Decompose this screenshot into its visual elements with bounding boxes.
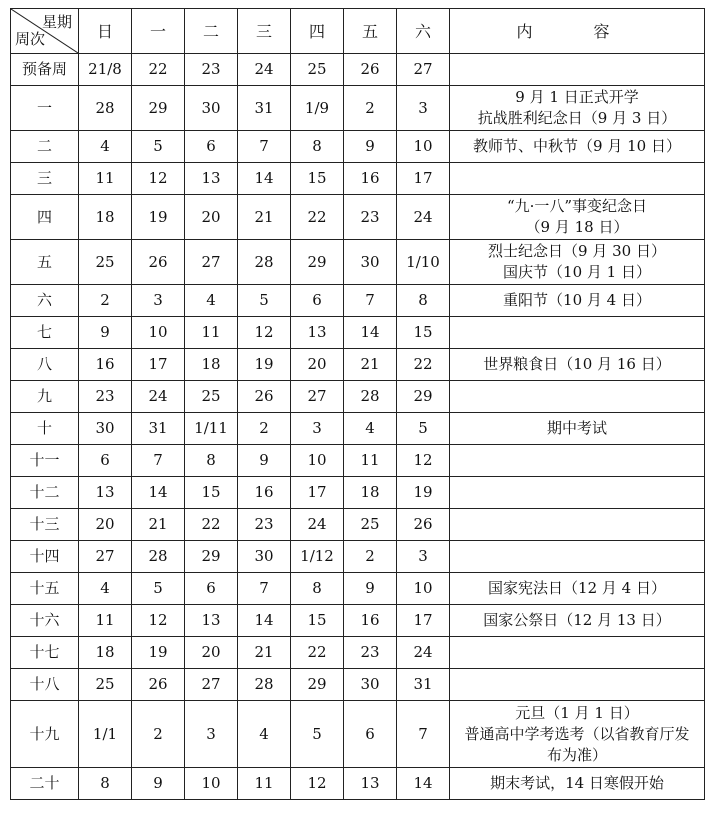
- date-cell: 31: [397, 669, 450, 701]
- date-cell: 9: [344, 573, 397, 605]
- week-label-cell: 七: [11, 317, 79, 349]
- content-cell: [450, 768, 705, 800]
- date-cell: 21: [238, 195, 291, 240]
- date-cell: 26: [132, 240, 185, 285]
- date-cell: 3: [132, 285, 185, 317]
- content-line: 国家宪法日（12 月 4 日）: [488, 579, 666, 597]
- date-cell: 15: [291, 163, 344, 195]
- content-line: “九·一八”事变纪念日: [506, 197, 648, 215]
- content-line: 布为准）: [546, 745, 607, 764]
- date-cell: 21: [132, 509, 185, 541]
- date-cell: 17: [397, 163, 450, 195]
- week-label-cell: 十七: [11, 637, 79, 669]
- week-label-cell: 十二: [11, 477, 79, 509]
- date-cell: 21: [238, 637, 291, 669]
- date-cell: 13: [185, 163, 238, 195]
- date-cell: 24: [397, 637, 450, 669]
- corner-weekday-label: 星期: [41, 13, 72, 31]
- date-cell: 24: [291, 509, 344, 541]
- date-cell: 24: [397, 195, 450, 240]
- date-cell: 23: [344, 637, 397, 669]
- date-cell: 5: [238, 285, 291, 317]
- content-cell: [450, 240, 705, 285]
- date-cell: 18: [185, 349, 238, 381]
- date-cell: 22: [132, 54, 185, 86]
- date-cell: 12: [291, 768, 344, 800]
- date-cell: 25: [185, 381, 238, 413]
- date-cell: 1/9: [291, 86, 344, 131]
- date-cell: 11: [185, 317, 238, 349]
- date-cell: 27: [185, 669, 238, 701]
- content-header: 内 容: [450, 9, 705, 54]
- content-cell: [450, 509, 705, 541]
- week-row: [11, 637, 705, 669]
- date-cell: 30: [79, 413, 132, 445]
- date-cell: 30: [344, 669, 397, 701]
- week-label-cell: 预备周: [11, 54, 79, 86]
- content-cell: [450, 86, 705, 131]
- day-header-tue: 二: [185, 9, 238, 54]
- date-cell: 26: [344, 54, 397, 86]
- date-cell: 8: [79, 768, 132, 800]
- date-cell: 29: [132, 86, 185, 131]
- content-line: 重阳节（10 月 4 日）: [503, 291, 651, 309]
- date-cell: 1/12: [291, 541, 344, 573]
- date-cell: 19: [132, 195, 185, 240]
- date-cell: 22: [291, 637, 344, 669]
- date-cell: 7: [132, 445, 185, 477]
- date-cell: 31: [132, 413, 185, 445]
- content-cell: [450, 54, 705, 86]
- date-cell: 16: [79, 349, 132, 381]
- date-cell: 2: [132, 701, 185, 768]
- day-header-mon: 一: [132, 9, 185, 54]
- date-cell: 2: [238, 413, 291, 445]
- content-line: 世界粮食日（10 月 16 日）: [483, 355, 671, 373]
- content-line: （9 月 18 日）: [525, 218, 629, 236]
- date-cell: 23: [238, 509, 291, 541]
- date-cell: 22: [291, 195, 344, 240]
- date-cell: 16: [344, 163, 397, 195]
- date-cell: 27: [397, 54, 450, 86]
- date-cell: 18: [344, 477, 397, 509]
- date-cell: 4: [185, 285, 238, 317]
- week-row: [11, 701, 705, 768]
- date-cell: 28: [79, 86, 132, 131]
- date-cell: 10: [185, 768, 238, 800]
- date-cell: 14: [132, 477, 185, 509]
- date-cell: 4: [344, 413, 397, 445]
- content-cell: [450, 605, 705, 637]
- week-label-cell: 五: [11, 240, 79, 285]
- date-cell: 13: [185, 605, 238, 637]
- date-cell: 25: [79, 240, 132, 285]
- date-cell: 4: [238, 701, 291, 768]
- week-row: [11, 381, 705, 413]
- date-cell: 8: [291, 573, 344, 605]
- date-cell: 15: [185, 477, 238, 509]
- date-cell: 8: [397, 285, 450, 317]
- content-cell: [450, 573, 705, 605]
- date-cell: 18: [79, 637, 132, 669]
- week-label-cell: 九: [11, 381, 79, 413]
- date-cell: 6: [185, 131, 238, 163]
- date-cell: 29: [291, 240, 344, 285]
- date-cell: 11: [344, 445, 397, 477]
- date-cell: 19: [238, 349, 291, 381]
- date-cell: 22: [185, 509, 238, 541]
- week-row: [11, 509, 705, 541]
- date-cell: 1/1: [79, 701, 132, 768]
- date-cell: 13: [79, 477, 132, 509]
- date-cell: 24: [132, 381, 185, 413]
- week-label-cell: 二十: [11, 768, 79, 800]
- day-header-fri: 五: [344, 9, 397, 54]
- date-cell: 21: [344, 349, 397, 381]
- date-cell: 13: [291, 317, 344, 349]
- date-cell: 9: [132, 768, 185, 800]
- date-cell: 20: [79, 509, 132, 541]
- date-cell: 23: [344, 195, 397, 240]
- date-cell: 25: [291, 54, 344, 86]
- date-cell: 2: [79, 285, 132, 317]
- date-cell: 3: [291, 413, 344, 445]
- content-cell: [450, 637, 705, 669]
- date-cell: 16: [238, 477, 291, 509]
- week-label-cell: 六: [11, 285, 79, 317]
- date-cell: 15: [291, 605, 344, 637]
- date-cell: 2: [344, 541, 397, 573]
- week-label-cell: 八: [11, 349, 79, 381]
- date-cell: 23: [79, 381, 132, 413]
- week-row: [11, 413, 705, 445]
- week-label-cell: 十三: [11, 509, 79, 541]
- date-cell: 7: [238, 573, 291, 605]
- date-cell: 28: [344, 381, 397, 413]
- week-label-cell: 三: [11, 163, 79, 195]
- date-cell: 19: [132, 637, 185, 669]
- date-cell: 1/11: [185, 413, 238, 445]
- week-row: [11, 163, 705, 195]
- week-label-cell: 十: [11, 413, 79, 445]
- date-cell: 1/10: [397, 240, 450, 285]
- content-cell: [450, 477, 705, 509]
- calendar-body: [11, 54, 705, 800]
- content-line: 期中考试: [546, 419, 607, 437]
- date-cell: 5: [132, 131, 185, 163]
- date-cell: 12: [238, 317, 291, 349]
- date-cell: 20: [185, 195, 238, 240]
- content-cell: [450, 445, 705, 477]
- content-line: 期末考试，14 日寒假开始: [490, 774, 664, 792]
- date-cell: 14: [238, 605, 291, 637]
- date-cell: 19: [397, 477, 450, 509]
- week-label-cell: 十六: [11, 605, 79, 637]
- date-cell: 30: [344, 240, 397, 285]
- date-cell: 7: [397, 701, 450, 768]
- date-cell: 5: [397, 413, 450, 445]
- date-cell: 26: [238, 381, 291, 413]
- date-cell: 25: [79, 669, 132, 701]
- date-cell: 10: [397, 573, 450, 605]
- date-cell: 4: [79, 131, 132, 163]
- date-cell: 11: [79, 605, 132, 637]
- week-row: [11, 54, 705, 86]
- content-cell: [450, 381, 705, 413]
- day-header-sat: 六: [397, 9, 450, 54]
- week-row: [11, 285, 705, 317]
- content-line: 教师节、中秋节（9 月 10 日）: [473, 137, 681, 155]
- week-label-cell: 十五: [11, 573, 79, 605]
- date-cell: 13: [344, 768, 397, 800]
- date-cell: 7: [238, 131, 291, 163]
- date-cell: 11: [238, 768, 291, 800]
- date-cell: 17: [397, 605, 450, 637]
- date-cell: 10: [291, 445, 344, 477]
- date-cell: 17: [132, 349, 185, 381]
- school-calendar-table: [10, 8, 705, 800]
- date-cell: 28: [238, 669, 291, 701]
- date-cell: 20: [291, 349, 344, 381]
- week-row: [11, 573, 705, 605]
- week-row: [11, 349, 705, 381]
- date-cell: 30: [185, 86, 238, 131]
- content-cell: [450, 701, 705, 768]
- date-cell: 9: [79, 317, 132, 349]
- date-cell: 3: [397, 541, 450, 573]
- corner-week-label: 周次: [15, 30, 46, 48]
- week-row: [11, 541, 705, 573]
- week-row: [11, 669, 705, 701]
- week-row: [11, 445, 705, 477]
- date-cell: 10: [132, 317, 185, 349]
- date-cell: 6: [185, 573, 238, 605]
- date-cell: 9: [238, 445, 291, 477]
- date-cell: 3: [185, 701, 238, 768]
- day-header-sun: 日: [79, 9, 132, 54]
- week-label-cell: 十四: [11, 541, 79, 573]
- day-header-thu: 四: [291, 9, 344, 54]
- date-cell: 11: [79, 163, 132, 195]
- content-cell: [450, 163, 705, 195]
- date-cell: 26: [132, 669, 185, 701]
- date-cell: 10: [397, 131, 450, 163]
- content-line: 烈士纪念日（9 月 30 日）: [488, 242, 666, 260]
- content-cell: [450, 195, 705, 240]
- week-row: [11, 240, 705, 285]
- day-header-wed: 三: [238, 9, 291, 54]
- week-label-cell: 四: [11, 195, 79, 240]
- date-cell: 29: [397, 381, 450, 413]
- date-cell: 26: [397, 509, 450, 541]
- date-cell: 24: [238, 54, 291, 86]
- date-cell: 21/8: [79, 54, 132, 86]
- content-line: 9 月 1 日正式开学: [515, 88, 639, 106]
- date-cell: 6: [344, 701, 397, 768]
- date-cell: 12: [397, 445, 450, 477]
- week-label-cell: 二: [11, 131, 79, 163]
- content-cell: [450, 317, 705, 349]
- week-label-cell: 十九: [11, 701, 79, 768]
- date-cell: 23: [185, 54, 238, 86]
- content-cell: [450, 413, 705, 445]
- content-cell: [450, 669, 705, 701]
- week-row: [11, 317, 705, 349]
- date-cell: 16: [344, 605, 397, 637]
- content-line: 国家公祭日（12 月 13 日）: [483, 611, 671, 629]
- date-cell: 8: [291, 131, 344, 163]
- corner-header-cell: [11, 9, 79, 54]
- content-line: 国庆节（10 月 1 日）: [503, 263, 651, 281]
- date-cell: 27: [291, 381, 344, 413]
- week-label-cell: 十一: [11, 445, 79, 477]
- date-cell: 28: [238, 240, 291, 285]
- week-row: [11, 86, 705, 131]
- date-cell: 15: [397, 317, 450, 349]
- date-cell: 4: [79, 573, 132, 605]
- week-row: [11, 768, 705, 800]
- date-cell: 5: [291, 701, 344, 768]
- date-cell: 18: [79, 195, 132, 240]
- content-cell: [450, 285, 705, 317]
- date-cell: 3: [397, 86, 450, 131]
- date-cell: 12: [132, 163, 185, 195]
- week-row: [11, 131, 705, 163]
- content-line: 抗战胜利纪念日（9 月 3 日）: [477, 109, 677, 127]
- date-cell: 14: [344, 317, 397, 349]
- date-cell: 20: [185, 637, 238, 669]
- date-cell: 5: [132, 573, 185, 605]
- date-cell: 22: [397, 349, 450, 381]
- date-cell: 7: [344, 285, 397, 317]
- date-cell: 28: [132, 541, 185, 573]
- content-cell: [450, 349, 705, 381]
- date-cell: 14: [238, 163, 291, 195]
- date-cell: 9: [344, 131, 397, 163]
- header-row: [11, 9, 705, 54]
- date-cell: 6: [291, 285, 344, 317]
- date-cell: 29: [185, 541, 238, 573]
- content-cell: [450, 131, 705, 163]
- content-line: 普通高中学考选考（以省教育厅发: [464, 724, 690, 743]
- content-line: 元旦（1 月 1 日）: [515, 703, 639, 722]
- week-row: [11, 605, 705, 637]
- date-cell: 25: [344, 509, 397, 541]
- content-cell: [450, 541, 705, 573]
- date-cell: 12: [132, 605, 185, 637]
- week-label-cell: 一: [11, 86, 79, 131]
- date-cell: 31: [238, 86, 291, 131]
- date-cell: 29: [291, 669, 344, 701]
- date-cell: 17: [291, 477, 344, 509]
- date-cell: 8: [185, 445, 238, 477]
- week-row: [11, 477, 705, 509]
- week-row: [11, 195, 705, 240]
- date-cell: 27: [79, 541, 132, 573]
- date-cell: 14: [397, 768, 450, 800]
- date-cell: 6: [79, 445, 132, 477]
- date-cell: 30: [238, 541, 291, 573]
- date-cell: 27: [185, 240, 238, 285]
- date-cell: 2: [344, 86, 397, 131]
- week-label-cell: 十八: [11, 669, 79, 701]
